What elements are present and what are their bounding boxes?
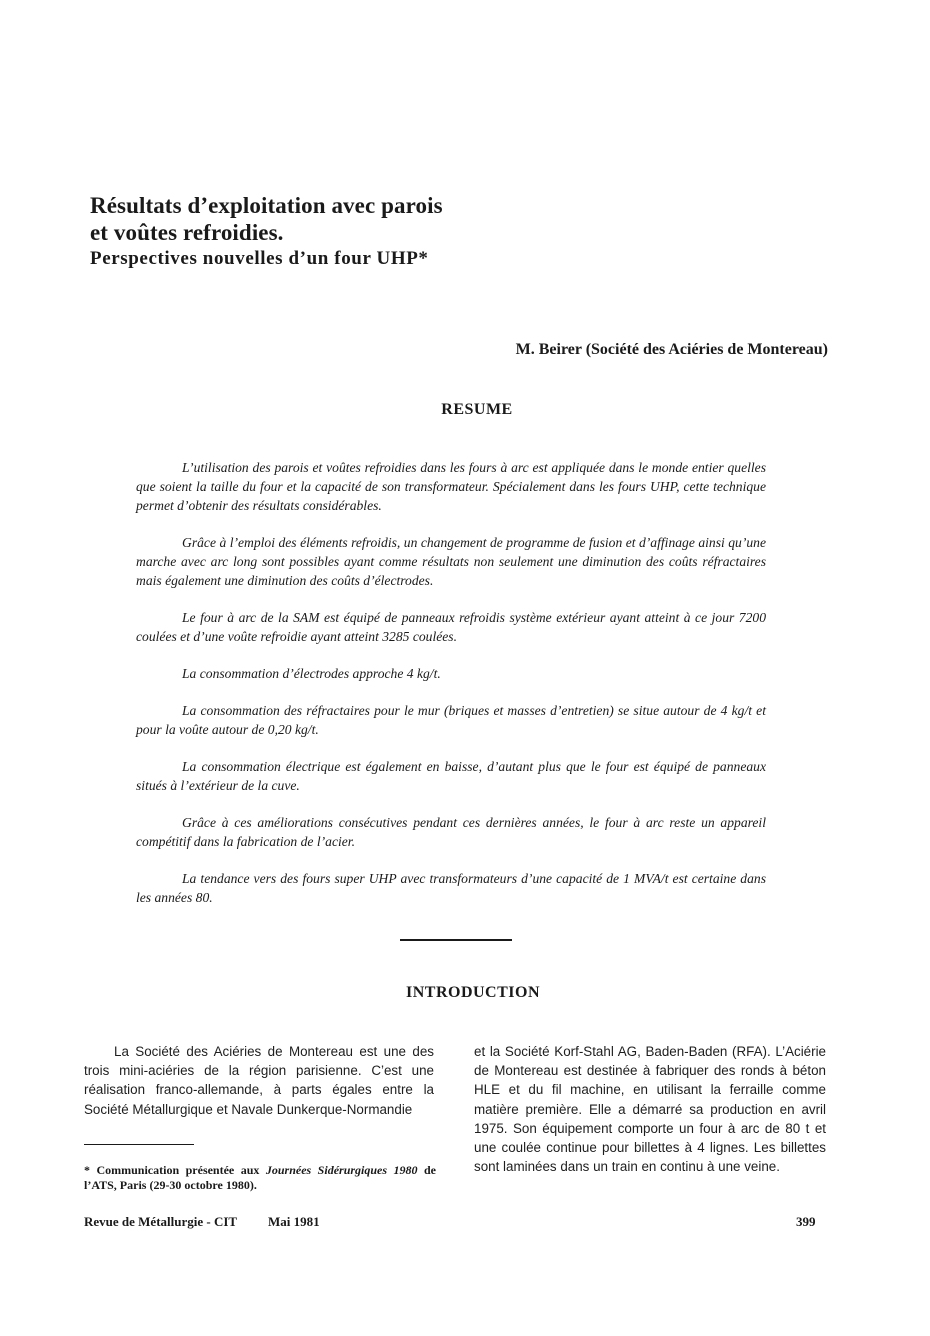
resume-paragraph: La consommation électrique est également en baisse, d’autant plus que le four est équipé de panneaux situés à l’extérieur de la cuve. [136, 759, 766, 793]
footnote [84, 1163, 436, 1192]
resume-paragraph: Grâce à l’emploi des éléments refroidis, un changement de programme de fusion et d’affinage ainsi qu’une marche avec arc long sont possibles ayant comme résultats non seulement une diminution des coûts réfractaires mais également une diminution des coûts d’électrodes. [136, 535, 766, 588]
introduction-right-column: et la Société Korf-Stahl AG, Baden-Baden (RFA). L’Aciérie de Montereau est destinée à fabriquer des ronds à béton HLE et du fil machine, en utilisant la ferraille comme matière première. Elle a démarré sa production en avril 1975. Son équipement comporte un four à arc de 80 t et une coulée continue pour billettes à 4 lignes. Les billettes sont laminées dans un train en continu à une veine. [474, 1044, 826, 1175]
resume-paragraph: Le four à arc de la SAM est équipé de panneaux refroidis système extérieur ayant atteint à ce jour 7200 coulées et d’une voûte refroidie ayant atteint 3285 coulées. [136, 610, 766, 644]
author-affiliation: M. Beirer (Société des Aciéries de Montereau) [515, 341, 828, 358]
resume-paragraph: Grâce à ces améliorations consécutives pendant ces dernières années, le four à arc reste un appareil compétitif dans la fabrication de l’acier. [136, 815, 766, 849]
resume-paragraph: L’utilisation des parois et voûtes refroidies dans les fours à arc est appliquée dans le monde entier quelles que soient la taille du four et la capacité de son transformateur. Spécialement dans les fours UHP, cette technique permet d’obtenir des résultats considérables. [136, 460, 766, 513]
section-separator-rule [400, 939, 512, 941]
resume-paragraph: La tendance vers des fours super UHP avec transformateurs d’une capacité de 1 MVA/t est certaine dans les années 80. [136, 871, 766, 905]
footnote-event-name: Journées Sidérurgiques 1980 [265, 1163, 418, 1177]
footnote-suffix: de l’ATS, Paris (29-30 octobre 1980). [84, 1163, 436, 1192]
introduction-left-column: La Société des Aciéries de Montereau est une des trois mini-aciéries de la région parisienne. C’est une réalisation franco-allemande, à parts égales entre la Société Métallurgique et Navale Dunkerque-Normandie [84, 1044, 434, 1117]
footer-issue-date: Mai 1981 [268, 1214, 320, 1229]
article-subtitle: Perspectives nouvelles d’un four UHP* [90, 248, 429, 269]
introduction-heading: INTRODUCTION [405, 984, 540, 1001]
footer-page-number: 399 [796, 1214, 816, 1229]
article-title-line-1: Résultats d’exploitation avec parois [90, 193, 443, 218]
footnote-rule [84, 1144, 194, 1145]
resume-abstract [136, 458, 766, 925]
resume-paragraph: La consommation d’électrodes approche 4 kg/t. [182, 666, 441, 681]
footnote-prefix: * Communication présentée aux [84, 1163, 266, 1177]
resume-paragraph: La consommation des réfractaires pour le mur (briques et masses d’entretien) se situe autour de 4 kg/t et pour la voûte autour de 0,20 kg/t. [136, 703, 766, 737]
footer-journal-name: Revue de Métallurgie - CIT [84, 1214, 238, 1229]
resume-heading: RESUME [441, 401, 513, 418]
article-title-block [90, 192, 610, 272]
article-title-line-2: et voûtes refroidies. [90, 220, 284, 245]
